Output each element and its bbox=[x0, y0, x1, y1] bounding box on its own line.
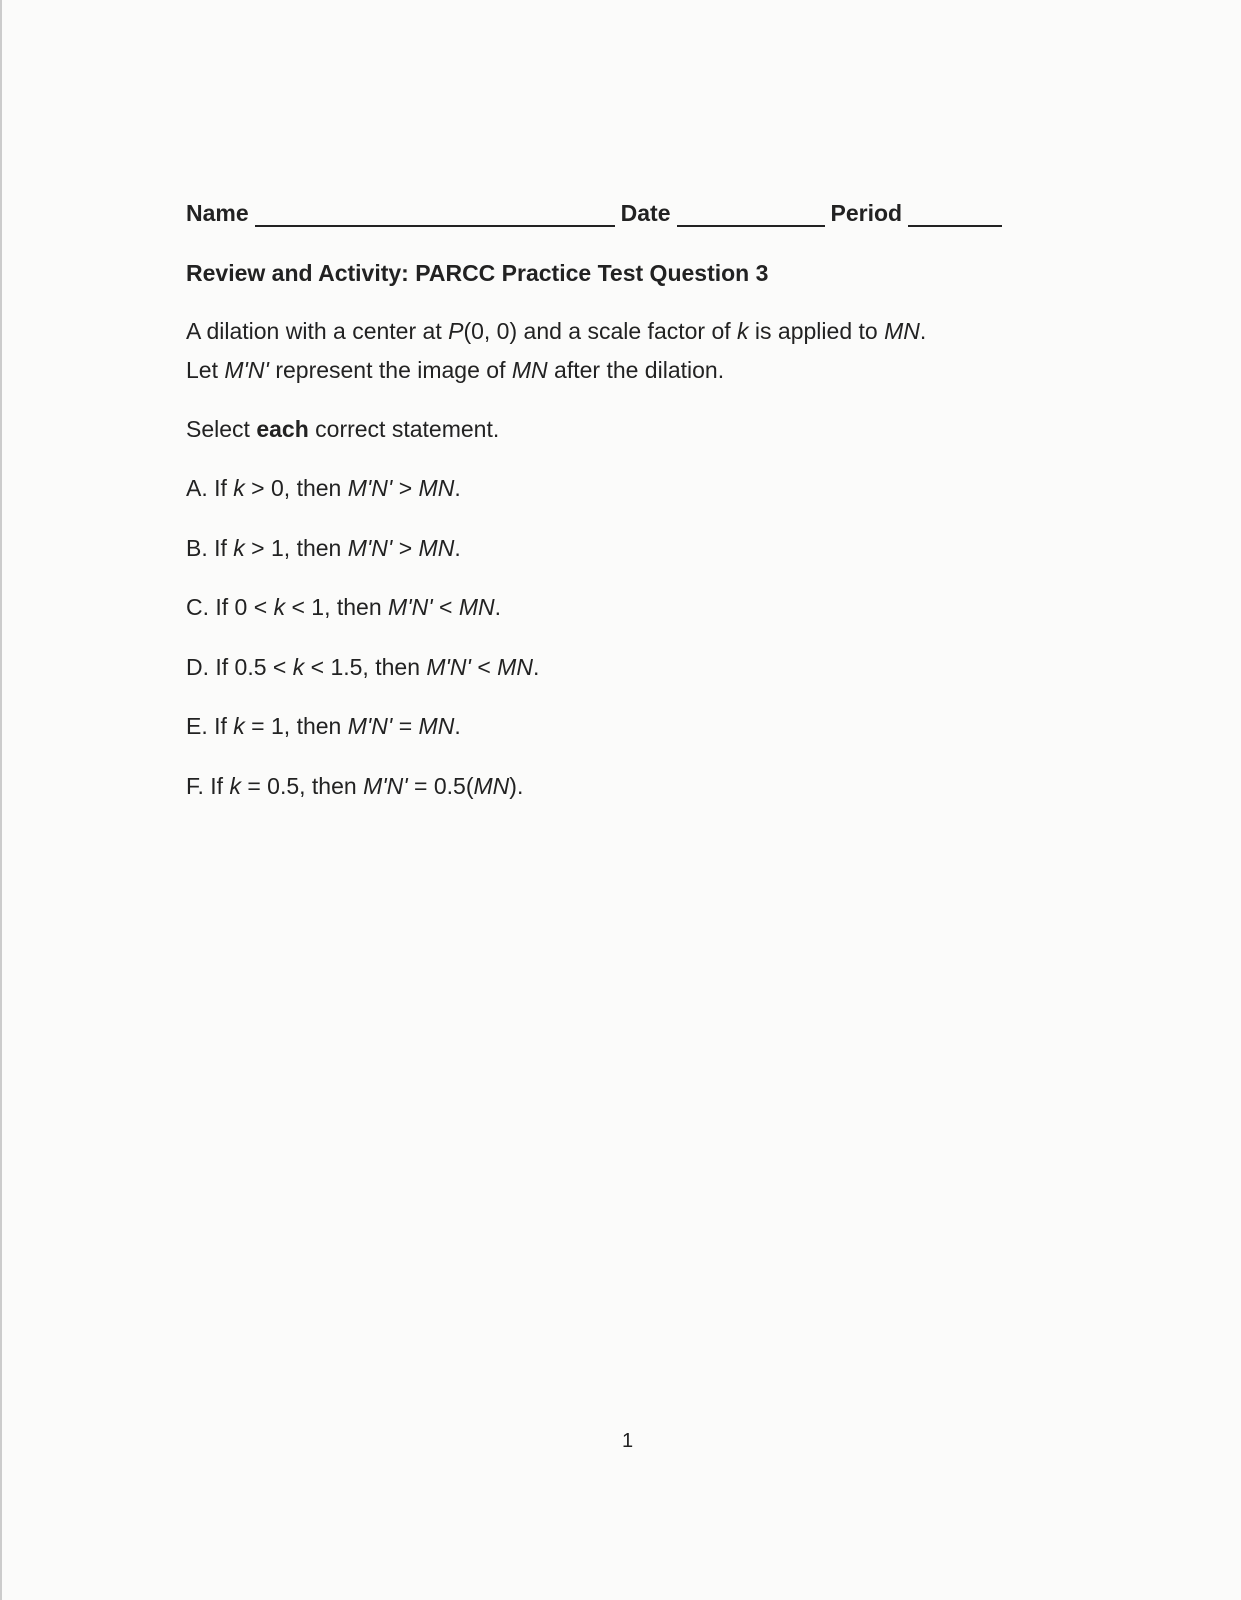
period-field[interactable] bbox=[908, 205, 1002, 227]
prompt-line-1: A dilation with a center at P(0, 0) and a scale factor of k is applied to MN. bbox=[186, 318, 927, 344]
period-label: Period bbox=[830, 200, 903, 226]
option-f[interactable]: F. If k = 0.5, then M'N' = 0.5(MN). bbox=[186, 772, 524, 799]
prompt-line-2: Let M'N' represent the image of MN after the dilation. bbox=[186, 357, 725, 383]
option-e[interactable]: E. If k = 1, then M'N' = MN. bbox=[186, 713, 461, 739]
option-b[interactable]: B. If k > 1, then M'N' > MN. bbox=[186, 534, 461, 561]
date-label: Date bbox=[620, 200, 671, 226]
date-field[interactable] bbox=[677, 205, 825, 227]
title: Review and Activity: PARCC Practice Test Question 3 bbox=[186, 260, 769, 286]
name-label: Name bbox=[186, 200, 249, 226]
option-c[interactable]: C. If 0 < k < 1, then M'N' < MN. bbox=[186, 594, 501, 620]
page-edge bbox=[0, 0, 2, 1600]
option-a[interactable]: A. If k > 0, then M'N' > MN. bbox=[186, 475, 461, 501]
name-field[interactable] bbox=[255, 205, 615, 227]
header bbox=[186, 200, 1008, 227]
option-d[interactable]: D. If 0.5 < k < 1.5, then M'N' < MN. bbox=[186, 653, 540, 680]
page-number: 1 bbox=[622, 1430, 634, 1452]
instruction: Select each correct statement. bbox=[186, 416, 500, 442]
